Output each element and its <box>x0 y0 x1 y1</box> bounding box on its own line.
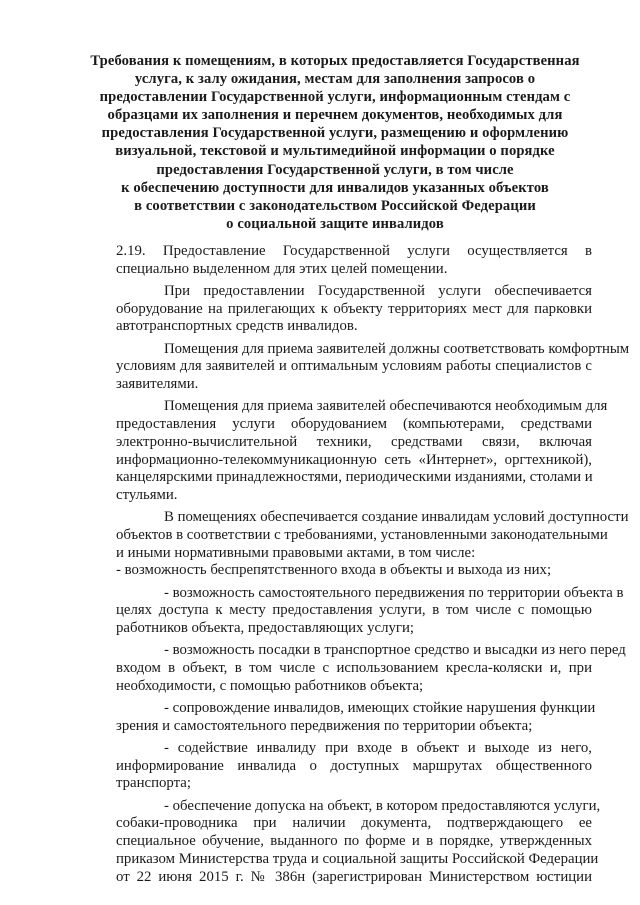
heading-line: в соответствии с законодательством Российской Федерации <box>134 197 536 214</box>
text-line: условиям для заявителей и оптимальным условиям работы специалистов с <box>116 358 592 375</box>
text-line: канцелярскими принадлежностями, периодическими изданиями, столами и <box>116 469 593 486</box>
text-line: заявителями. <box>116 376 199 393</box>
text-line: Помещения для приема заявителей обеспечиваются необходимым для <box>164 398 608 415</box>
list-item-escort <box>116 700 596 735</box>
text-line: транспорта; <box>116 775 191 792</box>
text-line: и иными нормативными правовыми актами, в том числе: <box>116 544 476 561</box>
list-item-guide-dog <box>116 797 601 887</box>
text-line: приказом Министерства труда и социальной защиты Российской Федерации <box>116 850 599 867</box>
paragraph-2-19 <box>116 243 592 278</box>
text-line: - сопровождение инвалидов, имеющих стойкие нарушения функции <box>164 700 596 717</box>
text-line: от 22 июня 2015 г. № 386н (зарегистрирован Министерством юстиции <box>116 868 592 885</box>
text-line: стульями. <box>116 486 178 503</box>
heading-line: предоставления Государственной услуги, размещению и оформлению <box>101 125 569 142</box>
text-line: 2.19. Предоставление Государственной услуги осуществляется в <box>116 243 592 259</box>
list-item-assistance <box>116 740 592 793</box>
body-text <box>116 243 630 891</box>
paragraph-accessibility <box>116 509 629 580</box>
text-line: информационно-телекоммуникационную сеть «Интернет», оргтехникой), <box>116 451 592 468</box>
text-line: объектов в соответствии с требованиями, установленными законодательными <box>116 526 608 543</box>
text-line: - возможность посадки в транспортное средство и высадки из него перед <box>164 642 626 659</box>
heading-line: к обеспечению доступности для инвалидов указанных объектов <box>121 179 549 196</box>
text-line: При предоставлении Государственной услуги обеспечивается <box>164 283 592 299</box>
heading-line: Требования к помещениям, в которых предоставляется Государственная <box>90 53 580 69</box>
text-line: - содействие инвалиду при входе в объект и выходе из него, <box>164 740 592 757</box>
text-line: целях доступа к месту предоставления услуги, в том числе с помощью <box>116 602 592 619</box>
text-line: автотранспортных средств инвалидов. <box>116 318 358 335</box>
text-line: необходимости, с помощью работников объекта; <box>116 677 424 694</box>
text-line: - обеспечение допуска на объект, в котором предоставляются услуги, <box>164 797 601 814</box>
heading-line: услуга, к залу ожидания, местам для заполнения запросов о <box>134 71 536 88</box>
section-heading <box>78 52 592 233</box>
heading-line: предоставления Государственной услуги, в том числе <box>156 161 514 178</box>
paragraph-parking <box>116 283 592 336</box>
text-line: входом в объект, в том числе с использованием кресла-коляски и, при <box>116 660 592 677</box>
text-line: собаки-проводника при наличии документа, подтверждающего ее <box>116 815 592 832</box>
paragraph-equipment <box>116 398 608 504</box>
heading-line: о социальной защите инвалидов <box>226 215 444 232</box>
text-line: - возможность самостоятельного передвижения по территории объекта в <box>164 584 624 601</box>
text-line: Помещения для приема заявителей должны соответствовать комфортным <box>164 340 630 357</box>
paragraph-comfort <box>116 340 630 394</box>
list-item-movement <box>116 584 624 638</box>
text-line: специальное обучение, выданного по форме и в порядке, утвержденных <box>116 833 592 850</box>
text-line: зрения и самостоятельного передвижения по территории объекта; <box>116 717 533 734</box>
text-line: специально выделенном для этих целей помещении. <box>116 260 448 277</box>
heading-line: образцами их заполнения и перечнем документов, необходимых для <box>107 107 563 124</box>
text-line: оборудование на прилегающих к объекту территориях мест для парковки <box>116 300 592 317</box>
text-line: В помещениях обеспечивается создание инвалидам условий доступности <box>164 509 629 526</box>
text-line: - возможность беспрепятственного входа в объекты и выхода из них; <box>116 562 552 579</box>
list-item-boarding <box>116 642 626 695</box>
heading-line: предоставлении Государственной услуги, информационным стендам с <box>99 89 571 106</box>
text-line: электронно-вычислительной техники, средствами связи, включая <box>116 433 592 450</box>
text-line: работников объекта, предоставляющих услуги; <box>116 620 414 637</box>
text-line: предоставления услуги оборудованием (компьютерами, средствами <box>116 416 592 433</box>
text-line: информирование инвалида о доступных маршрутах общественного <box>116 757 592 774</box>
heading-line: визуальной, текстовой и мультимедийной информации о порядке <box>115 143 555 160</box>
